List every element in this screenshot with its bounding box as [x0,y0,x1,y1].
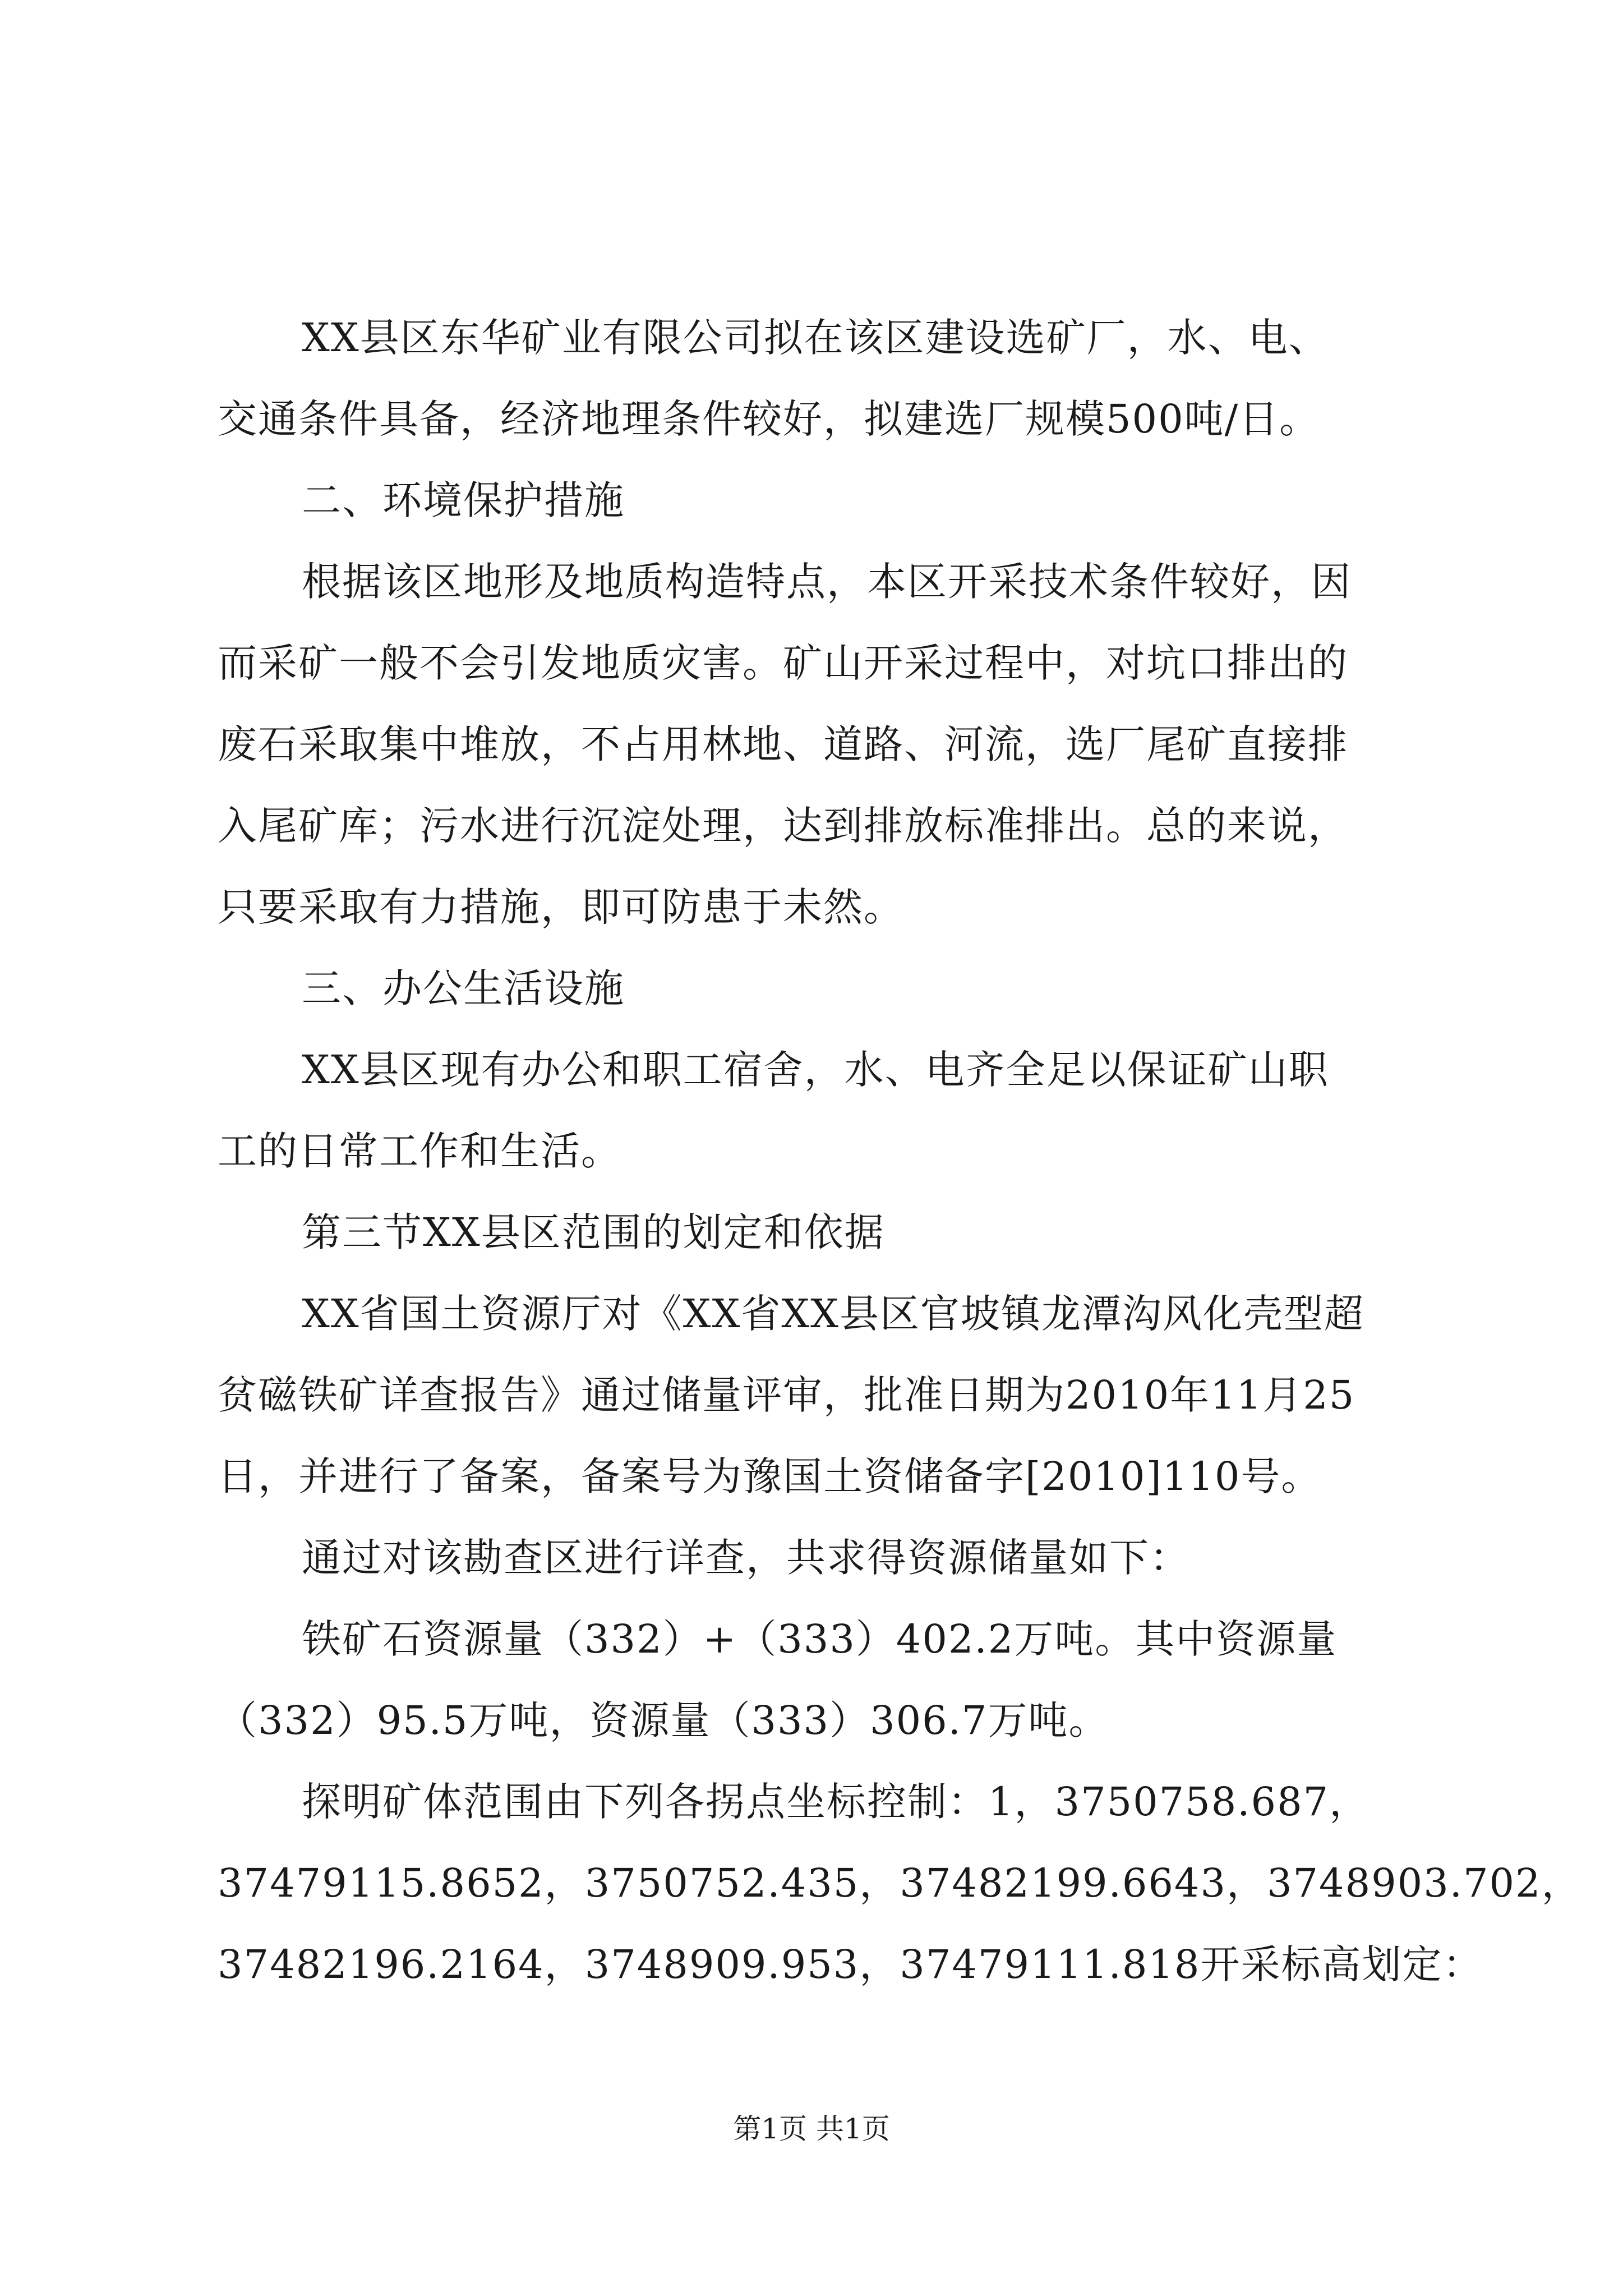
text-line: 只要采取有力措施，即可防患于未然。 [218,884,904,930]
text-line: 日，并进行了备案，备案号为豫国土资储备字[2010]110号。 [218,1453,1322,1499]
text-line: XX县区现有办公和职工宿舍，水、电齐全足以保证矿山职 [302,1047,1329,1093]
section-heading: 三、办公生活设施 [302,965,625,1011]
text-line: 工的日常工作和生活。 [218,1128,621,1174]
text-line: 交通条件具备，经济地理条件较好，拟建选厂规模500吨/日。 [218,396,1320,442]
text-line: 37479115.8652，3750752.435，37482199.6643，3748903.702， [218,1860,1582,1906]
text-line: XX省国土资源厅对《XX省XX县区官坡镇龙潭沟风化壳型超 [302,1291,1365,1337]
text-line: （332）95.5万吨，资源量（333）306.7万吨。 [218,1697,1109,1743]
page-footer: 第1页 共1页 [733,2113,890,2145]
text-line: 通过对该勘查区进行详查，共求得资源储量如下： [302,1535,1190,1581]
text-line: 铁矿石资源量（332）+（333）402.2万吨。其中资源量 [302,1616,1338,1662]
section-heading: 第三节XX县区范围的划定和依据 [302,1209,885,1255]
section-heading: 二、环境保护措施 [302,477,625,523]
text-line: 废石采取集中堆放，不占用林地、道路、河流，选厂尾矿直接排 [218,721,1348,767]
text-line: XX县区东华矿业有限公司拟在该区建设选矿厂，水、电、 [302,315,1329,361]
text-line: 37482196.2164，3748909.953，37479111.818开采标高划定： [218,1941,1483,1987]
text-line: 探明矿体范围由下列各拐点坐标控制：1，3750758.687， [302,1779,1370,1825]
document-body [218,297,1582,2005]
text-line: 入尾矿库；污水进行沉淀处理，达到排放标准排出。总的来说， [218,803,1348,849]
text-line: 而采矿一般不会引发地质灾害。矿山开采过程中，对坑口排出的 [218,640,1348,686]
text-line: 贫磁铁矿详查报告》通过储量评审，批准日期为2010年11月25 [218,1372,1355,1418]
text-line: 根据该区地形及地质构造特点，本区开采技术条件较好，因 [302,559,1352,605]
